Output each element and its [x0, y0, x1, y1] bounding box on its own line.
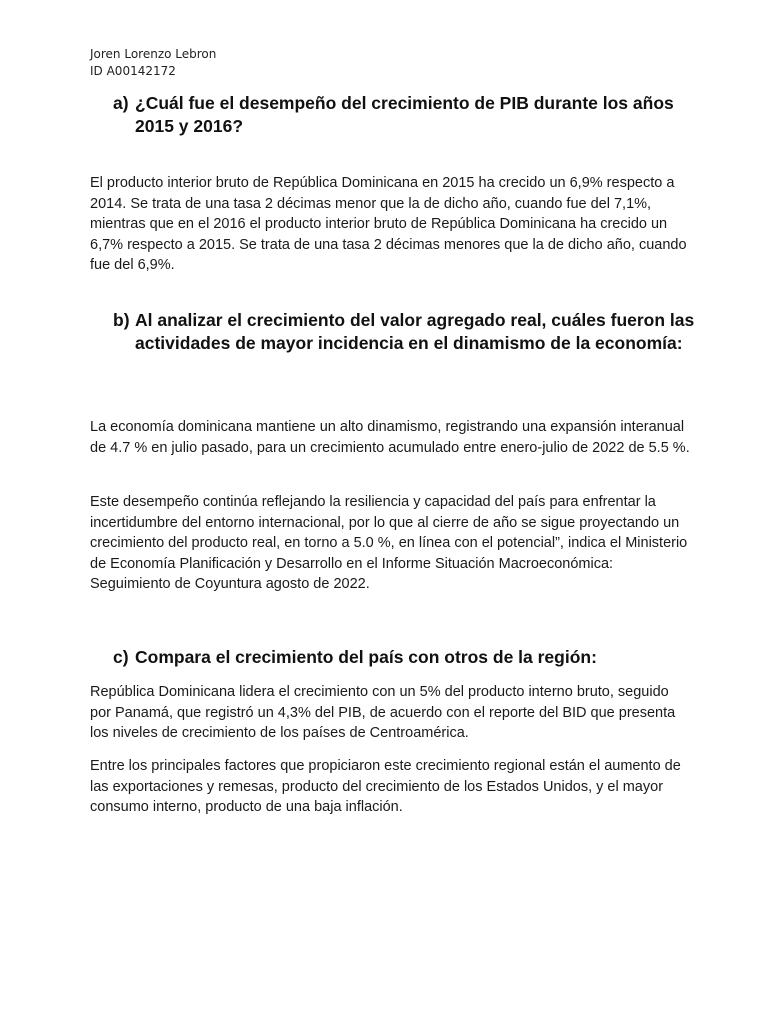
question-c-text: Compara el crecimiento del país con otros de la región: — [135, 647, 597, 667]
answer-b-paragraph-1: La economía dominicana mantiene un alto dinamismo, registrando una expansión interanual de 4.7 % en julio pasado, para un crecimiento acumulado entre enero-julio de 2022 de 5.5 %. — [90, 419, 690, 456]
question-b-heading — [113, 309, 703, 355]
question-b-letter: b) — [113, 310, 130, 330]
author-block — [90, 46, 216, 80]
question-a-text: ¿Cuál fue el desempeño del crecimiento de PIB durante los años 2015 y 2016? — [135, 93, 674, 136]
answer-b-paragraph-2: Este desempeño continúa reflejando la resiliencia y capacidad del país para enfrentar la incertidumbre del entorno internacional, por lo que al cierre de año se sigue proyectando un crecimiento del producto real, en torno a 5.0 %, en línea con el potencial”, indica el Ministerio de Economía Planificación y Desarrollo en el Informe Situación Macroeconómica: Seguimiento de Coyuntura agosto de 2022. — [90, 494, 688, 592]
question-b-text: Al analizar el crecimiento del valor agregado real, cuáles fueron las actividades de mayor incidencia en el dinamismo de la economía: — [135, 310, 695, 353]
question-c-heading — [113, 646, 703, 669]
question-a-letter: a) — [113, 93, 129, 113]
answer-a-paragraph-1: El producto interior bruto de República Dominicana en 2015 ha crecido un 6,9% respecto a 2014. Se trata de una tasa 2 décimas menor que la de dicho año, cuando fue del 7,1%, mientras que en el 2016 el producto interior bruto de República Dominicana ha crecido un 6,7% respecto a 2015. Se trata de una tasa 2 décimas menores que la de dicho año, cuando fue del 6,9%. — [90, 175, 687, 273]
answer-c-paragraph-2: Entre los principales factores que propiciaron este crecimiento regional están el aumento de las exportaciones y remesas, producto del crecimiento de los Estados Unidos, y el mayor consumo interno, producto de una baja inflación. — [90, 758, 681, 815]
question-c-letter: c) — [113, 647, 129, 667]
question-a-heading — [113, 92, 703, 138]
author-id: ID A00142172 — [90, 64, 176, 78]
author-name: Joren Lorenzo Lebron — [90, 47, 217, 61]
answer-c-paragraph-1: República Dominicana lidera el crecimiento con un 5% del producto interno bruto, seguido por Panamá, que registró un 4,3% del PIB, de acuerdo con el reporte del BID que presenta los niveles de crecimiento de los países de Centroamérica. — [90, 684, 676, 741]
